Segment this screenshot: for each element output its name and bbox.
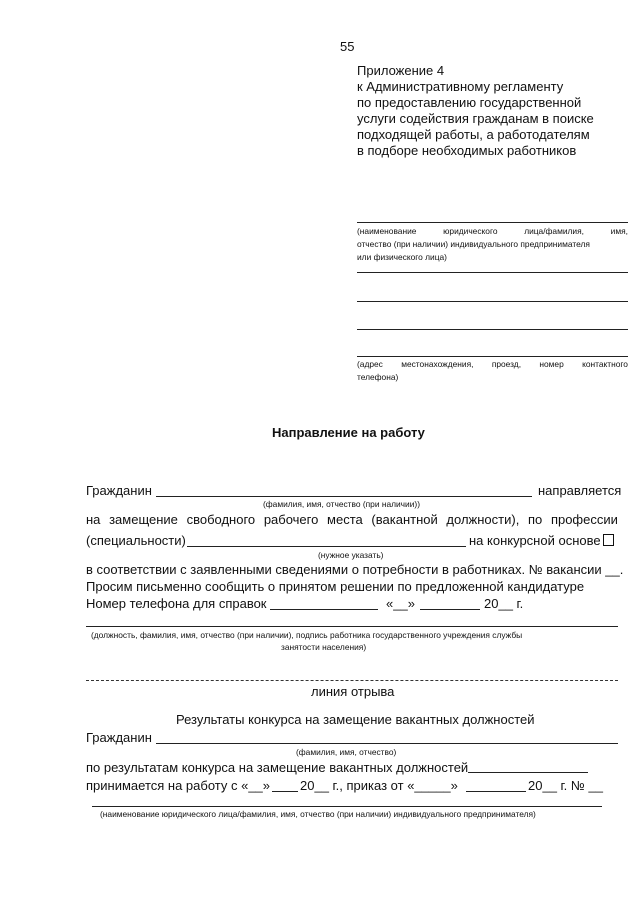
date-year: 20__ г. bbox=[484, 596, 524, 611]
signature-caption-line2: занятости населения) bbox=[281, 642, 367, 652]
org-caption: (наименование юридического лица/фамилия, имя, отчество (при наличии) индивидуального предпринимателя) bbox=[100, 809, 536, 819]
recipient-caption: (наименование юридического лица/фамилия, имя, bbox=[357, 226, 628, 236]
recipient-address-line[interactable] bbox=[357, 356, 628, 357]
specialty-field[interactable] bbox=[187, 546, 466, 547]
referral-line2: на замещение свободного рабочего места (вакантной должности), по профессии bbox=[86, 512, 618, 527]
appendix-line: Приложение 4 bbox=[357, 63, 445, 78]
recipient-name-line[interactable] bbox=[357, 222, 628, 223]
appendix-line: в подборе необходимых работников bbox=[357, 143, 577, 158]
specialty-label: (специальности) bbox=[86, 533, 186, 548]
document-title: Направление на работу bbox=[272, 425, 425, 440]
appendix-line: подходящей работы, а работодателям bbox=[357, 127, 590, 142]
recipient-blank-line[interactable] bbox=[357, 272, 628, 273]
address-caption-line2: телефона) bbox=[357, 372, 399, 382]
results-citizen-label: Гражданин bbox=[86, 730, 152, 745]
recipient-blank-line[interactable] bbox=[357, 329, 628, 330]
date-day: «__» bbox=[386, 596, 415, 611]
address-caption: (адрес местонахождения, проезд, номер контактного bbox=[357, 359, 628, 369]
needed-caption: (нужное указать) bbox=[318, 550, 384, 560]
date-month-field[interactable] bbox=[420, 609, 480, 610]
results-citizen-field[interactable] bbox=[156, 743, 618, 744]
results-line3: по результатам конкурса на замещение вакантных должностей bbox=[86, 760, 469, 775]
referral-line4: в соответствии с заявленными сведениями о потребности в работниках. № вакансии __. bbox=[86, 562, 624, 577]
signature-line[interactable] bbox=[86, 626, 618, 627]
hired-year: 20__ г., приказ от «_____» bbox=[300, 778, 458, 793]
results-fio-caption: (фамилия, имя, отчество) bbox=[296, 747, 397, 757]
tear-line-label: линия отрыва bbox=[311, 684, 395, 699]
competitive-basis-checkbox[interactable] bbox=[603, 534, 614, 546]
page-number: 55 bbox=[340, 39, 355, 54]
hired-prefix: принимается на работу с «__» bbox=[86, 778, 271, 793]
results-line3-field[interactable] bbox=[468, 772, 588, 773]
phone-label: Номер телефона для справок bbox=[86, 596, 267, 611]
appendix-line: к Административному регламенту bbox=[357, 79, 564, 94]
hired-end: 20__ г. № __ bbox=[528, 778, 603, 793]
phone-field[interactable] bbox=[270, 609, 378, 610]
directed-label: направляется bbox=[538, 483, 622, 498]
order-number-field[interactable]: __ bbox=[588, 778, 603, 793]
appendix-line: по предоставлению государственной bbox=[357, 95, 582, 110]
fio-caption: (фамилия, имя, отчество (при наличии)) bbox=[263, 499, 420, 509]
recipient-caption-line3: или физического лица) bbox=[357, 252, 447, 262]
hired-month-field[interactable] bbox=[272, 791, 298, 792]
signature-caption: (должность, фамилия, имя, отчество (при наличии), подпись работника государственного учреждения службы bbox=[91, 630, 523, 640]
recipient-caption-line2: отчество (при наличии) индивидуального предпринимателя bbox=[357, 239, 590, 249]
competitive-basis: на конкурсной основе bbox=[469, 534, 614, 547]
citizen-label: Гражданин bbox=[86, 483, 152, 498]
appendix-line: услуги содействия гражданам в поиске bbox=[357, 111, 594, 126]
recipient-blank-line[interactable] bbox=[357, 301, 628, 302]
org-line[interactable] bbox=[92, 806, 602, 807]
results-title: Результаты конкурса на замещение вакантных должностей bbox=[176, 712, 535, 727]
referral-line5: Просим письменно сообщить о принятом решении по предложенной кандидатуре bbox=[86, 579, 585, 594]
tear-line bbox=[86, 680, 618, 681]
citizen-name-field[interactable] bbox=[156, 496, 532, 497]
order-month-field[interactable] bbox=[466, 791, 526, 792]
